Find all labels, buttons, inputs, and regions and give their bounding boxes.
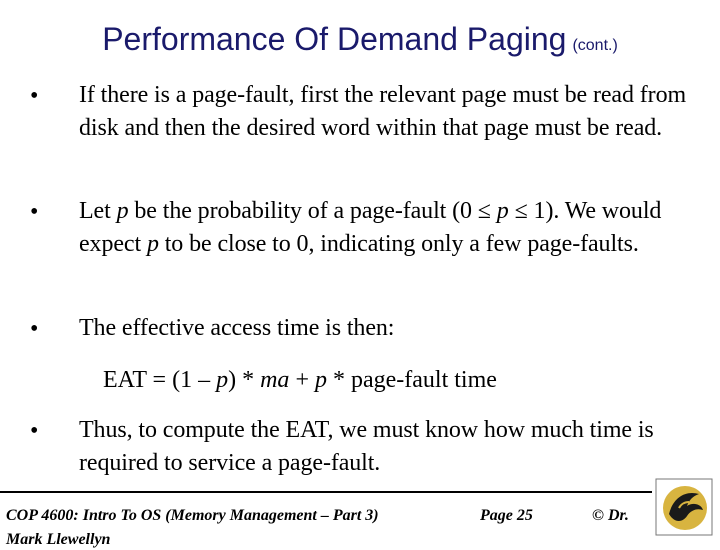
eat-equation: EAT = (1 – p) * ma + p * page-fault time — [103, 367, 497, 393]
footer-author: © Dr. — [592, 507, 629, 524]
footer-course: COP 4600: Intro To OS (Memory Management – Part 3) — [6, 507, 379, 524]
bullet-text-2: Let p be the probability of a page-fault (0 ≤ p ≤ 1). We would expect p to be close to 0, indicating only a few page-faults. — [79, 198, 662, 257]
ucf-pegasus-logo-icon — [655, 478, 713, 536]
bullet-text-4: Thus, to compute the EAT, we must know how much time is required to service a page-fault. — [79, 417, 654, 476]
bullet-text-3: The effective access time is then: — [79, 315, 395, 341]
slide-title — [0, 18, 720, 67]
bullet-marker: • — [30, 316, 39, 342]
footer-author-continued: Mark Llewellyn — [6, 531, 111, 548]
slide-title-suffix: (cont.) — [572, 37, 618, 54]
bullet-text-1: If there is a page-fault, first the relevant page must be read from disk and then the desired word within that page must be read. — [79, 82, 687, 141]
bullet-marker: • — [30, 199, 39, 225]
slide-title-main: Performance Of Demand Paging — [102, 21, 567, 57]
footer-page: Page 25 — [480, 507, 533, 524]
footer-divider — [0, 491, 652, 493]
bullet-marker: • — [30, 83, 39, 109]
bullet-marker: • — [30, 418, 39, 444]
